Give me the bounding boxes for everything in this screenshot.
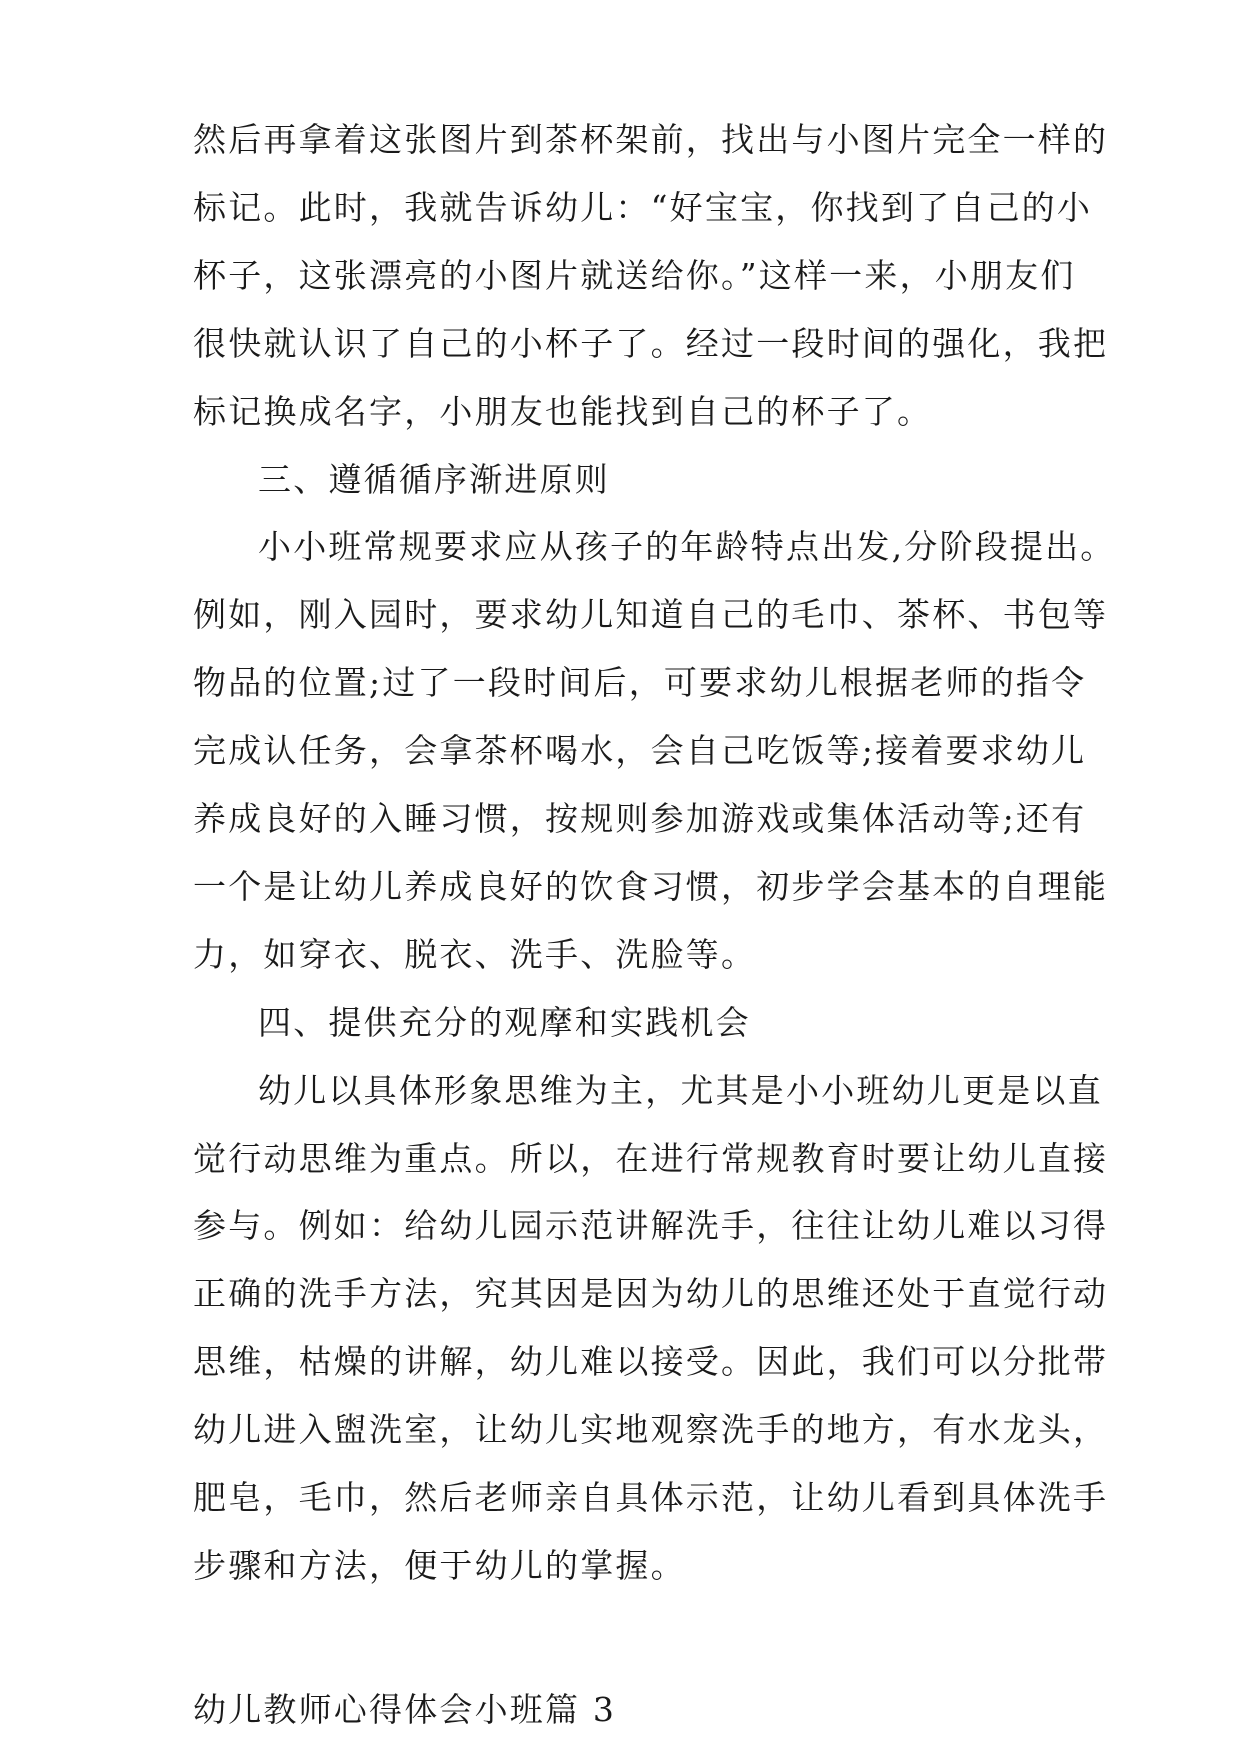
- body-text-line: 正确的洗手方法，究其因是因为幼儿的思维还处于直觉行动: [193, 1274, 1109, 1313]
- body-text-line: 标记。此时，我就告诉幼儿：“好宝宝，你找到了自己的小: [193, 188, 1093, 227]
- body-text-line: 参与。例如：给幼儿园示范讲解洗手，往往让幼儿难以习得: [193, 1206, 1109, 1245]
- body-text-line: 思维，枯燥的讲解，幼儿难以接受。因此，我们可以分批带: [193, 1342, 1109, 1381]
- section-heading: 四、提供充分的观摩和实践机会: [258, 1003, 751, 1042]
- body-text-line: 觉行动思维为重点。所以，在进行常规教育时要让幼儿直接: [193, 1139, 1109, 1178]
- body-text-line: 幼儿进入盥洗室，让幼儿实地观察洗手的地方，有水龙头，: [193, 1410, 1109, 1449]
- body-text-line: 完成认任务，会拿茶杯喝水，会自己吃饭等;接着要求幼儿: [193, 731, 1087, 770]
- paragraph-first-line: 小小班常规要求应从孩子的年龄特点出发,分阶段提出。: [258, 527, 1116, 566]
- body-text-line: 力，如穿衣、脱衣、洗手、洗脸等。: [193, 935, 757, 974]
- body-text-line: 养成良好的入睡习惯，按规则参加游戏或集体活动等;还有: [193, 799, 1087, 838]
- body-text-line: 标记换成名字，小朋友也能找到自己的杯子了。: [193, 392, 933, 431]
- body-text-line: 步骤和方法，便于幼儿的掌握。: [193, 1546, 686, 1585]
- body-text-line: 物品的位置;过了一段时间后，可要求幼儿根据老师的指令: [193, 663, 1087, 702]
- body-text-line: 例如，刚入园时，要求幼儿知道自己的毛巾、茶杯、书包等: [193, 595, 1109, 634]
- body-text-line: 然后再拿着这张图片到茶杯架前，找出与小图片完全一样的: [193, 120, 1109, 159]
- section-heading: 三、遵循循序渐进原则: [258, 460, 610, 499]
- body-text-line: 一个是让幼儿养成良好的饮食习惯，初步学会基本的自理能: [193, 867, 1109, 906]
- paragraph-first-line: 幼儿以具体形象思维为主，尤其是小小班幼儿更是以直: [258, 1071, 1103, 1110]
- body-text-line: 很快就认识了自己的小杯子了。经过一段时间的强化，我把: [193, 324, 1109, 363]
- body-text-line: 杯子，这张漂亮的小图片就送给你。”这样一来，小朋友们: [193, 256, 1076, 295]
- next-article-title: 幼儿教师心得体会小班篇 3: [193, 1690, 617, 1729]
- body-text-line: 肥皂，毛巾，然后老师亲自具体示范，让幼儿看到具体洗手: [193, 1478, 1109, 1517]
